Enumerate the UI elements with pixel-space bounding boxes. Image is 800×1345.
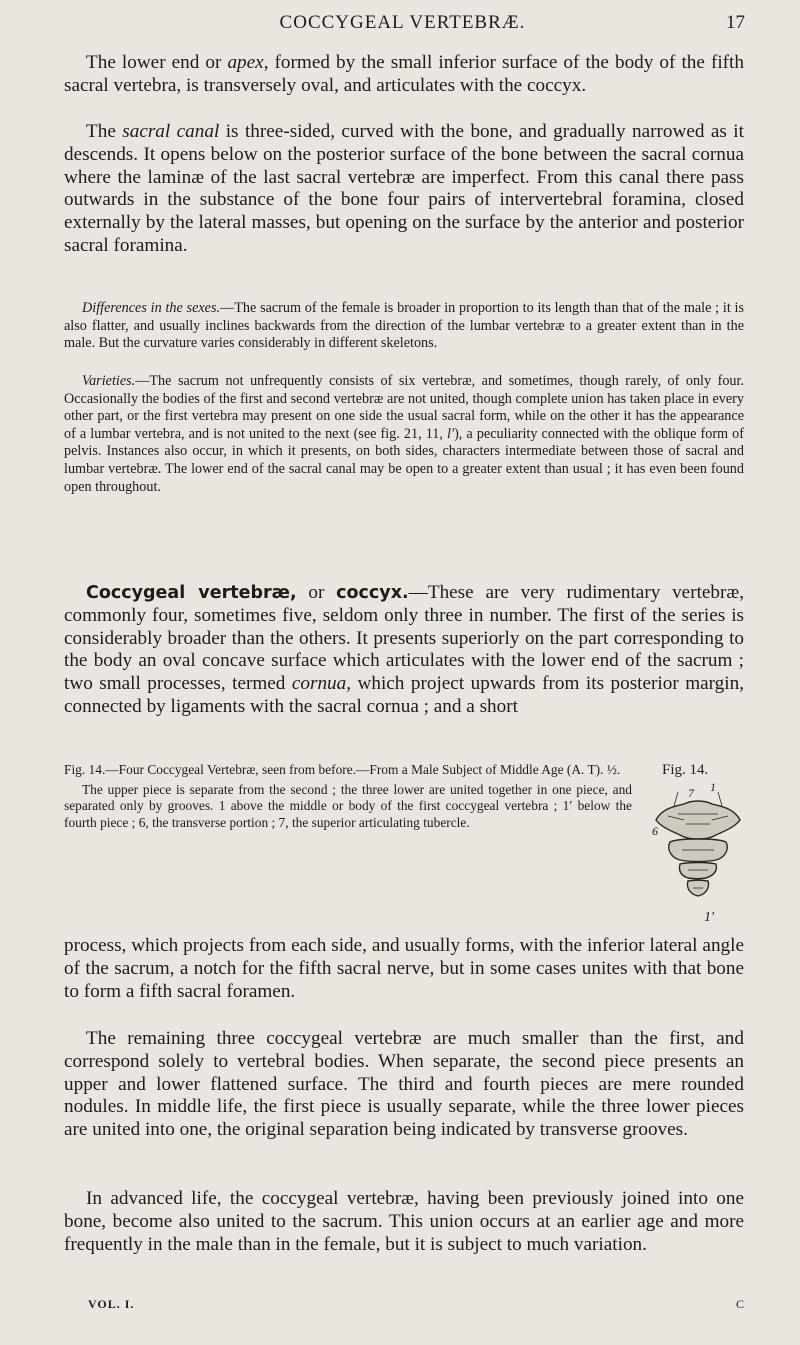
bold-term: Coccygeal vertebræ, — [86, 583, 297, 603]
caption-body: The upper piece is separate from the second ; the three lower are united together in one piece, and separated only by grooves. 1 above the middle or body of the first coccygeal vertebra ; 1′ below the fourth piece ; 6, the transverse portion ; 7, the superior articulating tubercle. — [64, 781, 632, 830]
italic-heading: Differences in the sexes. — [82, 300, 221, 316]
label-7: 7 — [688, 786, 694, 800]
running-title: COCCYGEAL VERTEBRÆ. — [279, 12, 526, 33]
label-1-prime: 1′ — [704, 910, 715, 925]
bold-term: coccyx. — [336, 583, 409, 603]
paragraph-varieties — [64, 373, 744, 496]
text: or — [296, 582, 337, 603]
signature-mark: C — [735, 1297, 744, 1311]
italic-ref: l′ — [447, 425, 455, 442]
page-number: 17 — [726, 12, 745, 33]
third-coccygeal-piece — [679, 863, 716, 879]
italic-term: sacral canal — [122, 121, 220, 142]
text: —The sacrum not unfrequently consists of six vertebræ, and sometimes, though rarely, of only four. Occasionally the bodies of the first and second vertebræ are not united, though complete union has taken place in every other part, or the first vertebra may present on one side the usual sacral form, while on the other it has the appearance of a lumbar vertebra, and is not united to the next (see fig. 21, 11, — [64, 373, 744, 442]
text: In advanced life, the coccygeal vertebræ, having been previously joined into one bone, become also united to the sacrum. This union occurs at an earlier age and more frequently in the male than in the female, but it is subject to much variation. — [64, 1188, 744, 1255]
italic-term: apex — [227, 52, 264, 73]
text: , formed by the small inferior surface of the body of the fifth sacral vertebra, is transversely oval, and articulates with the coccyx. — [64, 52, 744, 96]
paragraph-advanced-life — [64, 1188, 744, 1256]
text: process, which projects from each side, and usually forms, with the inferior lateral angle of the sacrum, a notch for the fifth sacral nerve, but in some cases unites with that bone to form a fifth sacral foramen. — [64, 935, 744, 1002]
paragraph-coccygeal-vertebrae — [64, 582, 744, 719]
text: The — [86, 121, 123, 142]
text: —These are very rudimentary vertebræ, commonly four, sometimes five, seldom only three in number. The first of the series is considerably broader than the others. It presents superiorly on the part corresponding to the body an oval concave surface which articulates with the lower end of the sacrum ; two small processes, termed — [64, 582, 745, 695]
italic-term: cornua — [291, 673, 347, 695]
text: —The sacrum of the female is broader in proportion to its length than that of the male ; it is also flatter, and usually inclines backwards from the direction of the lumbar vertebræ to a greater extent than in the male. But the curvature varies considerably in different skeletons. — [64, 300, 745, 352]
text: The remaining three coccygeal vertebræ are much smaller than the first, and correspond solely to vertebral bodies. When separate, the second piece presents an upper and lower flattened surface. The third and fourth pieces are mere rounded nodules. In middle life, the first piece is usually separate, while the three lower pieces are united into one, the original separation being indicated by transverse grooves. — [64, 1028, 744, 1141]
label-1: 1 — [710, 780, 716, 794]
paragraph-differences-sexes — [64, 300, 744, 353]
first-coccygeal-piece — [656, 801, 740, 839]
figure-14 — [648, 762, 748, 932]
paragraph-sacral-canal — [64, 121, 744, 258]
page-footer — [88, 1297, 748, 1315]
italic-heading: Varieties. — [82, 373, 136, 389]
paragraph-remaining — [64, 1028, 744, 1142]
text: , which project upwards from its posterior margin, connected by ligaments with the sacral cornua ; and a short — [64, 673, 744, 717]
running-head — [60, 12, 745, 40]
paragraph-process — [64, 935, 744, 1003]
volume-mark: VOL. I. — [88, 1297, 135, 1311]
label-6: 6 — [652, 824, 658, 838]
caption-title: Fig. 14.—Four Coccygeal Vertebræ, seen from before.—From a Male Subject of Middle Age (A. T). ½. — [64, 762, 621, 777]
figure-caption — [64, 762, 632, 831]
paragraph-apex — [64, 52, 744, 98]
text: is three-sided, curved with the bone, and gradually narrowed as it descends. It opens below on the posterior surface of the bone between the sacral cornua where the laminæ of the last sacral vertebræ are imperfect. From this canal there pass outwards in the substance of the bone four pairs of intervertebral foramina, closed externally by the lateral masses, but opening on the surface by the anterior and posterior sacral foramina. — [64, 121, 744, 256]
text: The lower end or — [86, 52, 228, 73]
text: ), a peculiarity connected with the oblique form of pelvis. Instances also occur, in which it presents, on both sides, characters intermediate between those of sacral and lumbar vertebræ. The lower end of the sacral canal may be open to a greater extent than usual ; it has even been found open throughout. — [64, 425, 744, 495]
coccyx-illustration — [648, 784, 748, 914]
figure-label: Fig. 14. — [662, 762, 709, 778]
